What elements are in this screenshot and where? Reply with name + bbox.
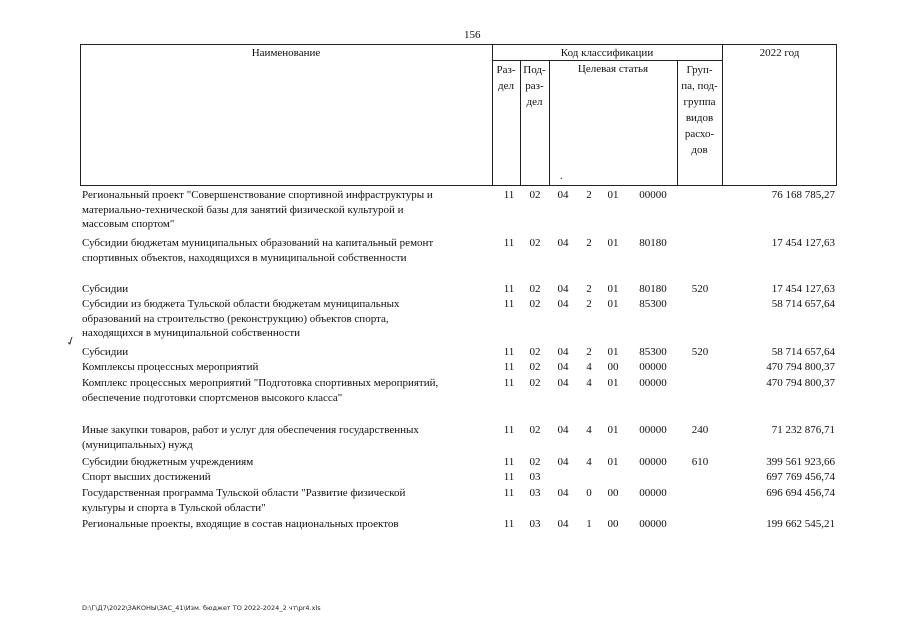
header-target: Целевая статья bbox=[577, 63, 649, 75]
cell-group: 240 bbox=[691, 424, 709, 436]
cell-target-event: 00 bbox=[607, 487, 619, 499]
cell-target-type: 4 bbox=[586, 377, 592, 389]
cell-target-type: 4 bbox=[586, 361, 592, 373]
row-name: Иные закупки товаров, работ и услуг для обеспечения государственных (муниципальных) нужд bbox=[82, 424, 419, 451]
cell-target-program: 04 bbox=[557, 237, 569, 249]
row-name: Комплексы процессных мероприятий bbox=[82, 361, 259, 373]
cell-amount: 199 662 545,21 bbox=[766, 518, 835, 530]
cell-amount: 697 769 456,74 bbox=[766, 471, 835, 483]
cell-amount: 470 794 800,37 bbox=[766, 361, 835, 373]
cell-target-event: 01 bbox=[607, 377, 619, 389]
header-frame bbox=[80, 44, 837, 186]
header-name: Наименование bbox=[251, 47, 321, 59]
file-path-footer: D:\Г\Д7\2022\ЗАКОНЫ\ЗАС_41\Изм. бюджет ТО 2022-2024_2 чт\pr4.xls bbox=[82, 604, 321, 612]
cell-razdel: 11 bbox=[503, 424, 515, 436]
cell-target-type: 2 bbox=[586, 189, 592, 201]
cell-podrazdel: 02 bbox=[529, 189, 541, 201]
cell-razdel: 11 bbox=[503, 361, 515, 373]
cell-target-direction: 00000 bbox=[639, 487, 667, 499]
cell-target-type: 1 bbox=[586, 518, 592, 530]
cell-target-program: 04 bbox=[557, 424, 569, 436]
row-name: Государственная программа Тульской области "Развитие физической культуры и спорта в Тульской области" bbox=[82, 487, 406, 514]
cell-target-program: 04 bbox=[557, 346, 569, 358]
cell-razdel: 11 bbox=[503, 518, 515, 530]
cell-podrazdel: 02 bbox=[529, 346, 541, 358]
cell-podrazdel: 02 bbox=[529, 283, 541, 295]
header-razdel: Раз- дел bbox=[496, 64, 516, 92]
cell-target-program: 04 bbox=[557, 518, 569, 530]
cell-target-direction: 85300 bbox=[639, 346, 667, 358]
page-number: 156 bbox=[464, 29, 481, 41]
cell-target-event: 00 bbox=[607, 361, 619, 373]
cell-podrazdel: 02 bbox=[529, 361, 541, 373]
cell-amount: 470 794 800,37 bbox=[766, 377, 835, 389]
row-name: Субсидии бюджетным учреждениям bbox=[82, 456, 254, 468]
cell-target-type: 2 bbox=[586, 237, 592, 249]
cell-target-program: 04 bbox=[557, 456, 569, 468]
header-divider bbox=[722, 44, 723, 186]
cell-target-type: 0 bbox=[586, 487, 592, 499]
cell-amount: 17 454 127,63 bbox=[771, 237, 835, 249]
cell-amount: 58 714 657,64 bbox=[771, 346, 835, 358]
row-name: Субсидии бюджетам муниципальных образований на капитальный ремонт спортивных объектов, находящихся в муниципальной собственности bbox=[82, 237, 434, 264]
cell-target-direction: 85300 bbox=[639, 298, 667, 310]
cell-amount: 696 694 456,74 bbox=[766, 487, 835, 499]
cell-razdel: 11 bbox=[503, 189, 515, 201]
cell-razdel: 11 bbox=[503, 487, 515, 499]
row-name: Региональные проекты, входящие в состав национальных проектов bbox=[82, 518, 399, 530]
cell-target-direction: 00000 bbox=[639, 456, 667, 468]
cell-razdel: 11 bbox=[503, 471, 515, 483]
cell-target-type: 2 bbox=[586, 283, 592, 295]
cell-target-event: 01 bbox=[607, 237, 619, 249]
cell-target-program: 04 bbox=[557, 283, 569, 295]
checkmark-icon: ✓ bbox=[63, 332, 78, 350]
cell-target-program: 04 bbox=[557, 298, 569, 310]
row-name: Субсидии из бюджета Тульской области бюджетам муниципальных образований на строительство (реконструкцию) объектов спорта, находящихся в муниципальной собственности bbox=[82, 298, 400, 339]
cell-amount: 399 561 923,66 bbox=[766, 456, 835, 468]
cell-amount: 76 168 785,27 bbox=[771, 189, 835, 201]
cell-target-program: 04 bbox=[557, 487, 569, 499]
cell-podrazdel: 02 bbox=[529, 377, 541, 389]
cell-group: 610 bbox=[691, 456, 709, 468]
cell-podrazdel: 03 bbox=[529, 518, 541, 530]
header-dot: . bbox=[560, 171, 563, 182]
cell-razdel: 11 bbox=[503, 237, 515, 249]
cell-target-direction: 80180 bbox=[639, 237, 667, 249]
cell-podrazdel: 02 bbox=[529, 424, 541, 436]
cell-target-direction: 00000 bbox=[639, 361, 667, 373]
cell-target-direction: 80180 bbox=[639, 283, 667, 295]
cell-target-type: 2 bbox=[586, 298, 592, 310]
cell-group: 520 bbox=[691, 346, 709, 358]
cell-target-type: 4 bbox=[586, 424, 592, 436]
cell-target-direction: 00000 bbox=[639, 518, 667, 530]
cell-podrazdel: 02 bbox=[529, 456, 541, 468]
cell-target-event: 00 bbox=[607, 518, 619, 530]
cell-target-program: 04 bbox=[557, 377, 569, 389]
cell-razdel: 11 bbox=[503, 346, 515, 358]
cell-target-type: 4 bbox=[586, 456, 592, 468]
cell-razdel: 11 bbox=[503, 283, 515, 295]
cell-podrazdel: 03 bbox=[529, 471, 541, 483]
header-podrazdel: Под- раз- дел bbox=[523, 64, 546, 108]
header-year: 2022 год bbox=[759, 47, 800, 59]
cell-target-event: 01 bbox=[607, 189, 619, 201]
cell-target-event: 01 bbox=[607, 298, 619, 310]
cell-target-program: 04 bbox=[557, 189, 569, 201]
cell-podrazdel: 02 bbox=[529, 298, 541, 310]
cell-target-event: 01 bbox=[607, 346, 619, 358]
cell-target-event: 01 bbox=[607, 456, 619, 468]
cell-group: 520 bbox=[691, 283, 709, 295]
row-name: Субсидии bbox=[82, 346, 129, 358]
cell-amount: 58 714 657,64 bbox=[771, 298, 835, 310]
cell-amount: 71 232 876,71 bbox=[771, 424, 835, 436]
cell-target-direction: 00000 bbox=[639, 189, 667, 201]
cell-razdel: 11 bbox=[503, 377, 515, 389]
cell-razdel: 11 bbox=[503, 298, 515, 310]
row-name: Субсидии bbox=[82, 283, 129, 295]
cell-target-event: 01 bbox=[607, 283, 619, 295]
cell-target-direction: 00000 bbox=[639, 424, 667, 436]
cell-target-event: 01 bbox=[607, 424, 619, 436]
header-group: Груп- па, под- группа видов расхо- дов bbox=[681, 64, 718, 156]
cell-amount: 17 454 127,63 bbox=[771, 283, 835, 295]
header-divider bbox=[549, 60, 550, 186]
cell-podrazdel: 02 bbox=[529, 237, 541, 249]
row-name: Спорт высших достижений bbox=[82, 471, 211, 483]
cell-razdel: 11 bbox=[503, 456, 515, 468]
cell-target-program: 04 bbox=[557, 361, 569, 373]
cell-target-direction: 00000 bbox=[639, 377, 667, 389]
row-name: Комплекс процессных мероприятий "Подготовка спортивных мероприятий, обеспечение подготовки спортсменов высокого класса" bbox=[82, 377, 439, 404]
header-classification: Код классификации bbox=[560, 47, 654, 59]
header-divider bbox=[492, 60, 722, 61]
cell-podrazdel: 03 bbox=[529, 487, 541, 499]
cell-target-type: 2 bbox=[586, 346, 592, 358]
row-name: Региональный проект "Совершенствование спортивной инфраструктуры и материально-технической базы для занятий физической культурой и массовым спортом" bbox=[82, 189, 433, 230]
